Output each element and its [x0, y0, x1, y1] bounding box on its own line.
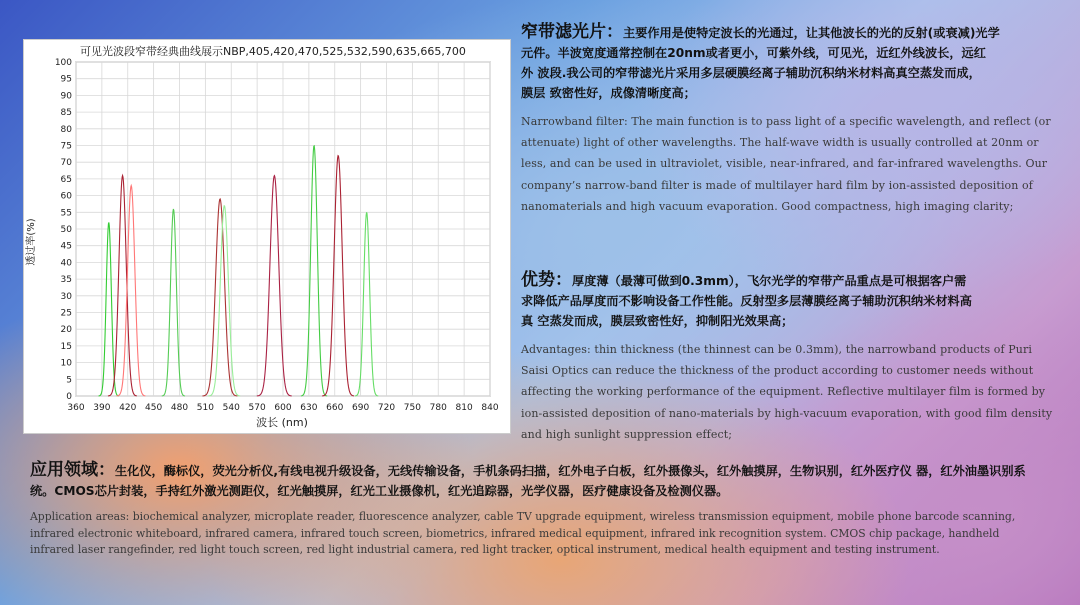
- x-tick-label: 570: [248, 403, 266, 413]
- application-english-text: Application areas: biochemical analyzer, microplate reader, fluorescence analyzer, cable TV upgrade equipment, wireless transmission equipment, mobile phone barcode scanning, infrared electronic whiteboard, infrared camera, infrared touch screen, biometrics, infrared medical equipment, infrared ink recognition system. CMOS chip package, handheld infrared laser rangefinder, red light touch screen, red light industrial camera, red light tracker, optical instrument, medical health equipment and testing instrument.: [30, 510, 1016, 556]
- y-tick-label: 70: [60, 158, 72, 169]
- chart-ticks: [55, 58, 499, 413]
- y-tick-label: 75: [60, 141, 72, 152]
- y-tick-label: 50: [60, 225, 72, 235]
- filter-heading: 窄带滤光片：: [521, 22, 623, 42]
- advantage-zh-line: 求降低产品厚度而不影响设备工作性能。反射型多层薄膜经离子辅助沉积纳米材料高: [521, 294, 972, 308]
- chart-curves: [99, 146, 379, 396]
- advantage-heading: 优势：: [521, 270, 572, 290]
- y-tick-label: 90: [60, 91, 72, 102]
- x-tick-label: 810: [455, 403, 473, 413]
- x-tick-label: 750: [403, 403, 421, 413]
- y-tick-label: 30: [60, 291, 72, 302]
- x-tick-label: 390: [93, 403, 111, 413]
- x-tick-label: 660: [326, 403, 344, 413]
- y-tick-label: 10: [60, 358, 72, 369]
- x-tick-label: 840: [481, 403, 499, 413]
- x-tick-label: 540: [222, 403, 240, 413]
- x-tick-label: 690: [352, 403, 370, 413]
- chart-title: 可见光波段窄带经典曲线展示NBP,405,420,470,525,532,590,635,665,700: [80, 45, 466, 58]
- transmission-curve: [208, 206, 240, 396]
- y-tick-label: 60: [60, 191, 72, 202]
- application-section: [30, 460, 1040, 559]
- transmission-curve: [117, 186, 146, 396]
- x-tick-label: 480: [170, 403, 189, 413]
- transmission-chart: [24, 40, 510, 433]
- filter-zh-line: 膜层 致密性好，成像清晰度高；: [521, 86, 696, 100]
- chart-xlabel: 波长 (nm): [256, 416, 308, 429]
- x-tick-label: 630: [300, 403, 318, 413]
- y-tick-label: 5: [66, 375, 72, 386]
- x-tick-label: 780: [429, 403, 447, 413]
- filter-english-text: Narrowband filter: The main function is to pass light of a specific wavelength, and reflect (or attenuate) light of other wavelengths. The half-wave width is usually controlled at 20nm or less, and can be used in ultraviolet, visible, near-infrared, and far-infrared wavelengths. Our company’s narrow-band filter is made of multilayer hard film by ion-assisted deposition of nanomaterials and high vacuum evaporation. Good compactness, high imaging clarity;: [521, 115, 1051, 213]
- transmission-curve: [301, 146, 327, 396]
- y-tick-label: 20: [60, 325, 72, 336]
- application-heading: 应用领域：: [30, 460, 115, 480]
- y-tick-label: 55: [60, 208, 72, 219]
- chart-grid: [76, 62, 490, 396]
- filter-zh-line: 外 波段.我公司的窄带滤光片采用多层硬膜经离子辅助沉积纳米材料高真空蒸发而成，: [521, 66, 981, 80]
- y-tick-label: 85: [60, 108, 72, 119]
- y-tick-label: 40: [60, 258, 72, 269]
- y-tick-label: 15: [60, 341, 72, 352]
- application-zh-text: 生化仪，酶标仪，荧光分析仪,有线电视升级设备，无线传输设备，手机条码扫描，红外电子白板，红外摄像头，红外触摸屏，生物识别，红外医疗仪 器，红外油墨识别系统。CMOS芯片封装，手持红外激光测距仪，红光触摸屏，红光工业摄像机，红光追踪器，光学仪器，医疗健康设备及检测仪器。: [30, 464, 1026, 498]
- y-tick-label: 35: [60, 275, 72, 286]
- advantage-zh-line: 厚度薄（最薄可做到0.3mm），飞尔光学的窄带产品重点是可根据客户需: [572, 274, 967, 288]
- y-tick-label: 0: [66, 392, 72, 402]
- y-tick-label: 25: [60, 308, 72, 319]
- filter-zh-line: 元件。半波宽度通常控制在20nm或者更小，可紫外线，可见光，近红外线波长，远红: [521, 46, 986, 60]
- x-tick-label: 420: [119, 403, 137, 413]
- advantage-zh-line: 真 空蒸发而成，膜层致密性好，抑制阳光效果高；: [521, 314, 794, 328]
- advantage-english-text: Advantages: thin thickness (the thinnest can be 0.3mm), the narrowband products of Puri Saisi Optics can reduce the thickness of the product according to customer needs without affecting the working performance of the equipment. Reflective multilayer film is formed by ion-assisted deposition of nano-materials by high-vacuum evaporation, with good film density and high sunlight suppression effect;: [521, 343, 1053, 441]
- advantage-section: [521, 270, 1057, 445]
- y-tick-label: 100: [54, 58, 72, 68]
- x-tick-label: 600: [274, 403, 292, 413]
- chart-ylabel: 透过率(%): [26, 218, 37, 266]
- transmission-curve: [355, 212, 378, 396]
- x-tick-label: 510: [196, 403, 214, 413]
- x-tick-label: 450: [145, 403, 163, 413]
- filter-zh-line: 主要作用是使特定波长的光通过，让其他波长的光的反射(或衰减)光学: [623, 26, 1000, 40]
- transmission-curve: [322, 156, 354, 396]
- narrowband-filter-section: [521, 22, 1057, 217]
- x-tick-label: 360: [67, 403, 85, 413]
- y-tick-label: 80: [60, 124, 72, 135]
- x-tick-label: 720: [377, 403, 396, 413]
- y-tick-label: 65: [60, 174, 72, 185]
- y-tick-label: 45: [60, 241, 72, 252]
- transmission-curve: [162, 209, 185, 396]
- y-tick-label: 95: [60, 74, 72, 85]
- chart-svg: [24, 40, 510, 433]
